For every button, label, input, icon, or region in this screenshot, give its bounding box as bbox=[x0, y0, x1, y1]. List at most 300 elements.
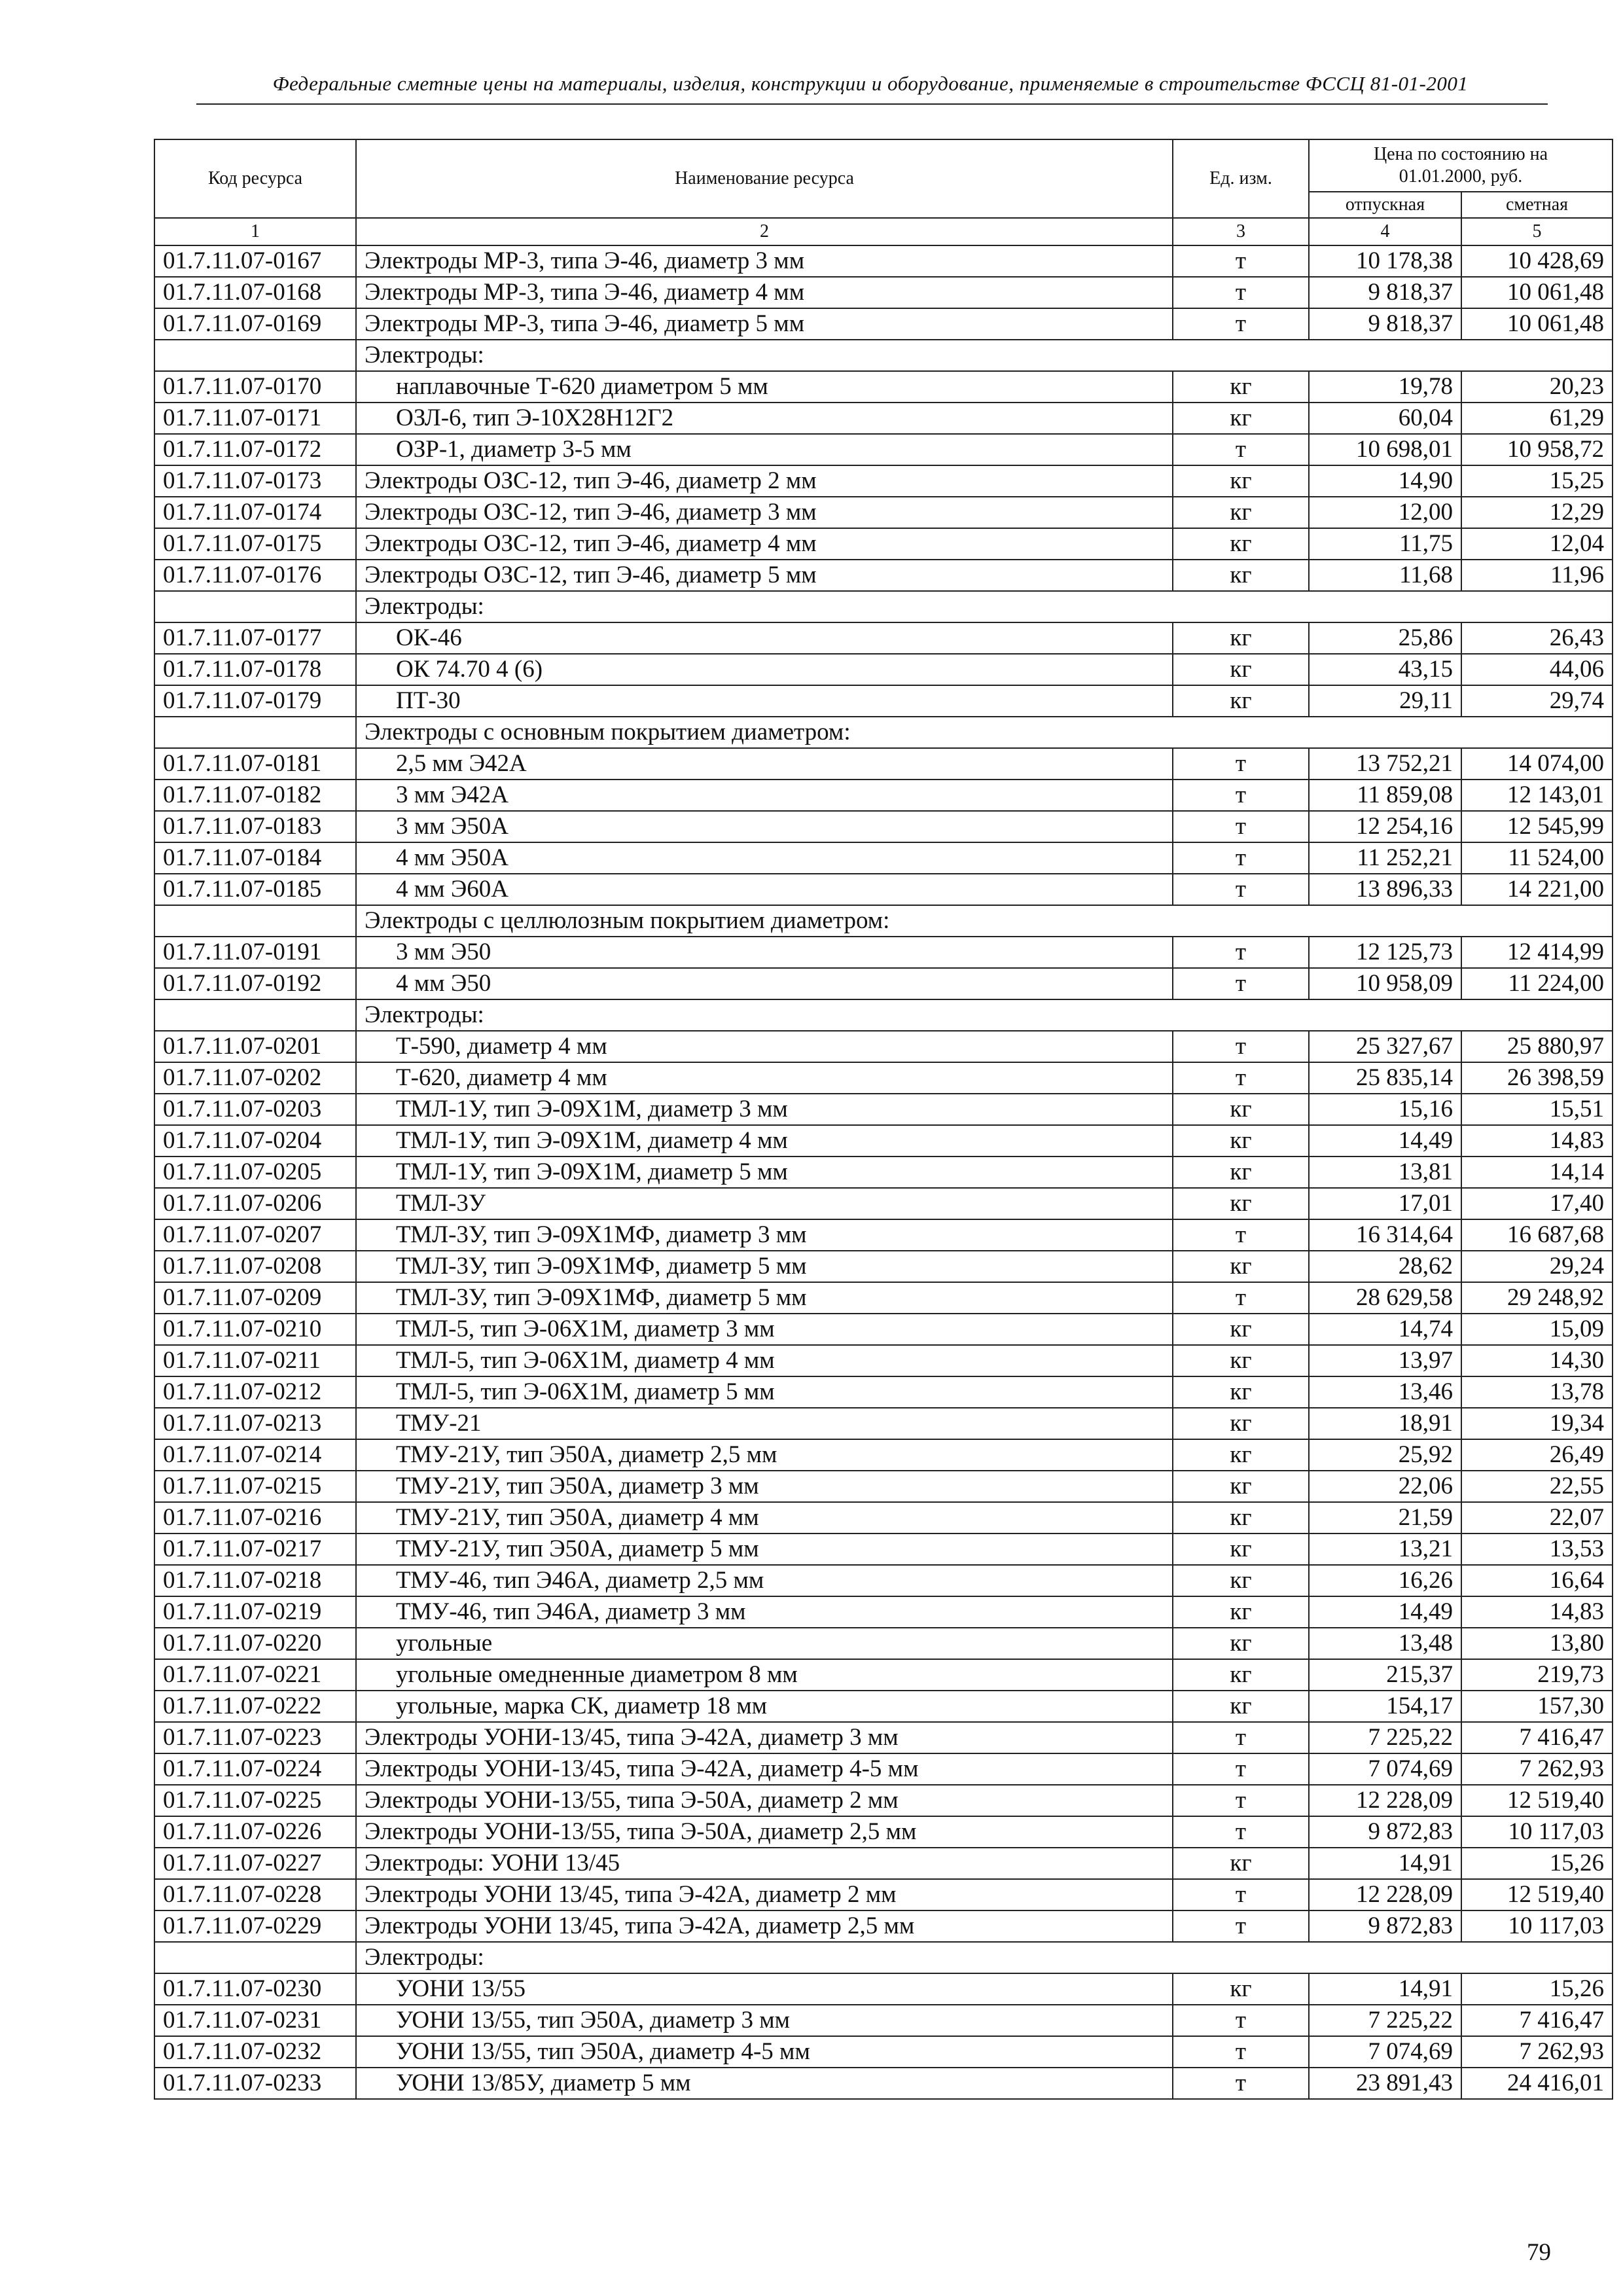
unit-cell: кг bbox=[1173, 465, 1309, 497]
unit-cell: т bbox=[1173, 968, 1309, 999]
group-title: Электроды: bbox=[356, 1942, 1613, 1973]
resource-name-cell: ПТ-30 bbox=[356, 685, 1173, 717]
estimate-price-cell: 12 545,99 bbox=[1461, 811, 1613, 842]
release-price-cell: 17,01 bbox=[1309, 1188, 1461, 1219]
resource-code-cell: 01.7.11.07-0204 bbox=[154, 1125, 356, 1157]
release-price-cell: 215,37 bbox=[1309, 1659, 1461, 1691]
resource-name-cell: 3 мм Э50А bbox=[356, 811, 1173, 842]
resource-code-cell: 01.7.11.07-0179 bbox=[154, 685, 356, 717]
table-row bbox=[154, 748, 1613, 780]
group-empty-cell bbox=[154, 905, 356, 937]
resource-name-cell: Электроды УОНИ-13/45, типа Э-42А, диаметр 4-5 мм bbox=[356, 1753, 1173, 1785]
table-row bbox=[154, 685, 1613, 717]
unit-cell: кг bbox=[1173, 1314, 1309, 1345]
resource-code-cell: 01.7.11.07-0171 bbox=[154, 403, 356, 434]
unit-cell: кг bbox=[1173, 1376, 1309, 1408]
table-row bbox=[154, 1439, 1613, 1471]
table-row bbox=[154, 371, 1613, 403]
resource-code-cell: 01.7.11.07-0222 bbox=[154, 1691, 356, 1722]
resource-code-cell: 01.7.11.07-0223 bbox=[154, 1722, 356, 1753]
estimate-price-cell: 29,24 bbox=[1461, 1251, 1613, 1282]
release-price-cell: 16,26 bbox=[1309, 1565, 1461, 1596]
release-price-cell: 22,06 bbox=[1309, 1471, 1461, 1502]
resource-code-cell: 01.7.11.07-0219 bbox=[154, 1596, 356, 1628]
resource-name-cell: 4 мм Э50 bbox=[356, 968, 1173, 999]
release-price-cell: 12 228,09 bbox=[1309, 1879, 1461, 1910]
col-header-code: Код ресурса bbox=[154, 139, 356, 218]
group-empty-cell bbox=[154, 999, 356, 1031]
table-row bbox=[154, 937, 1613, 968]
estimate-price-cell: 11 224,00 bbox=[1461, 968, 1613, 999]
release-price-cell: 12,00 bbox=[1309, 497, 1461, 528]
resource-name-cell: ТМУ-46, тип Э46А, диаметр 3 мм bbox=[356, 1596, 1173, 1628]
estimate-price-cell: 12 143,01 bbox=[1461, 780, 1613, 811]
resource-name-cell: ТМЛ-1У, тип Э-09Х1М, диаметр 4 мм bbox=[356, 1125, 1173, 1157]
group-empty-cell bbox=[154, 340, 356, 371]
col-header-name: Наименование ресурса bbox=[356, 139, 1173, 218]
resource-code-cell: 01.7.11.07-0205 bbox=[154, 1157, 356, 1188]
resource-name-cell: ТМЛ-5, тип Э-06Х1М, диаметр 5 мм bbox=[356, 1376, 1173, 1408]
release-price-cell: 12 254,16 bbox=[1309, 811, 1461, 842]
unit-cell: т bbox=[1173, 1282, 1309, 1314]
estimate-price-cell: 29,74 bbox=[1461, 685, 1613, 717]
resource-name-cell: Электроды ОЗС-12, тип Э-46, диаметр 2 мм bbox=[356, 465, 1173, 497]
resource-code-cell: 01.7.11.07-0217 bbox=[154, 1534, 356, 1565]
release-price-cell: 9 872,83 bbox=[1309, 1910, 1461, 1942]
table-row bbox=[154, 2005, 1613, 2036]
release-price-cell: 16 314,64 bbox=[1309, 1219, 1461, 1251]
resource-name-cell: Электроды УОНИ-13/45, типа Э-42А, диаметр 3 мм bbox=[356, 1722, 1173, 1753]
col-header-release: отпускная bbox=[1309, 192, 1461, 218]
group-empty-cell bbox=[154, 717, 356, 748]
unit-cell: кг bbox=[1173, 1848, 1309, 1879]
resource-code-cell: 01.7.11.07-0203 bbox=[154, 1094, 356, 1125]
estimate-price-cell: 15,09 bbox=[1461, 1314, 1613, 1345]
unit-cell: т bbox=[1173, 1910, 1309, 1942]
estimate-price-cell: 11,96 bbox=[1461, 560, 1613, 591]
estimate-price-cell: 15,26 bbox=[1461, 1848, 1613, 1879]
resource-name-cell: Электроды УОНИ 13/45, типа Э-42А, диаметр 2,5 мм bbox=[356, 1910, 1173, 1942]
table-row bbox=[154, 1188, 1613, 1219]
resource-code-cell: 01.7.11.07-0182 bbox=[154, 780, 356, 811]
unit-cell: т bbox=[1173, 308, 1309, 340]
table-row bbox=[154, 1879, 1613, 1910]
col-number-3: 3 bbox=[1173, 218, 1309, 245]
estimate-price-cell: 14,14 bbox=[1461, 1157, 1613, 1188]
resource-name-cell: ТМЛ-5, тип Э-06Х1М, диаметр 4 мм bbox=[356, 1345, 1173, 1376]
resource-code-cell: 01.7.11.07-0213 bbox=[154, 1408, 356, 1439]
estimate-price-cell: 16 687,68 bbox=[1461, 1219, 1613, 1251]
resource-code-cell: 01.7.11.07-0228 bbox=[154, 1879, 356, 1910]
resource-code-cell: 01.7.11.07-0215 bbox=[154, 1471, 356, 1502]
group-title: Электроды: bbox=[356, 591, 1613, 622]
estimate-price-cell: 14,83 bbox=[1461, 1596, 1613, 1628]
table-row bbox=[154, 1596, 1613, 1628]
release-price-cell: 19,78 bbox=[1309, 371, 1461, 403]
table-row bbox=[154, 245, 1613, 277]
resource-name-cell: ТМУ-21 bbox=[356, 1408, 1173, 1439]
unit-cell: т bbox=[1173, 1753, 1309, 1785]
resource-name-cell: Электроды МР-3, типа Э-46, диаметр 3 мм bbox=[356, 245, 1173, 277]
release-price-cell: 60,04 bbox=[1309, 403, 1461, 434]
resource-code-cell: 01.7.11.07-0216 bbox=[154, 1502, 356, 1534]
resource-name-cell: ТМЛ-3У, тип Э-09Х1МФ, диаметр 5 мм bbox=[356, 1251, 1173, 1282]
unit-cell: кг bbox=[1173, 1691, 1309, 1722]
estimate-price-cell: 19,34 bbox=[1461, 1408, 1613, 1439]
unit-cell: т bbox=[1173, 1062, 1309, 1094]
estimate-price-cell: 219,73 bbox=[1461, 1659, 1613, 1691]
resource-code-cell: 01.7.11.07-0183 bbox=[154, 811, 356, 842]
unit-cell: кг bbox=[1173, 1502, 1309, 1534]
resource-code-cell: 01.7.11.07-0201 bbox=[154, 1031, 356, 1062]
group-title: Электроды: bbox=[356, 340, 1613, 371]
resource-code-cell: 01.7.11.07-0169 bbox=[154, 308, 356, 340]
unit-cell: т bbox=[1173, 811, 1309, 842]
table-row bbox=[154, 1314, 1613, 1345]
estimate-price-cell: 17,40 bbox=[1461, 1188, 1613, 1219]
release-price-cell: 11 252,21 bbox=[1309, 842, 1461, 874]
estimate-price-cell: 7 262,93 bbox=[1461, 2036, 1613, 2068]
resource-name-cell: ТМЛ-3У bbox=[356, 1188, 1173, 1219]
resource-name-cell: Электроды МР-3, типа Э-46, диаметр 4 мм bbox=[356, 277, 1173, 308]
estimate-price-cell: 14 221,00 bbox=[1461, 874, 1613, 905]
resource-name-cell: УОНИ 13/55 bbox=[356, 1973, 1173, 2005]
table-row bbox=[154, 1910, 1613, 1942]
resource-code-cell: 01.7.11.07-0224 bbox=[154, 1753, 356, 1785]
table-row bbox=[154, 1691, 1613, 1722]
resource-code-cell: 01.7.11.07-0170 bbox=[154, 371, 356, 403]
resource-code-cell: 01.7.11.07-0232 bbox=[154, 2036, 356, 2068]
estimate-price-cell: 12 519,40 bbox=[1461, 1879, 1613, 1910]
unit-cell: кг bbox=[1173, 1408, 1309, 1439]
unit-cell: т bbox=[1173, 2036, 1309, 2068]
resource-code-cell: 01.7.11.07-0210 bbox=[154, 1314, 356, 1345]
unit-cell: кг bbox=[1173, 622, 1309, 654]
table-group-row bbox=[154, 340, 1613, 371]
table-row bbox=[154, 1534, 1613, 1565]
release-price-cell: 13,97 bbox=[1309, 1345, 1461, 1376]
unit-cell: кг bbox=[1173, 1157, 1309, 1188]
col-number-4: 4 bbox=[1309, 218, 1461, 245]
resource-name-cell: угольные омедненные диаметром 8 мм bbox=[356, 1659, 1173, 1691]
estimate-price-cell: 26,43 bbox=[1461, 622, 1613, 654]
estimate-price-cell: 13,53 bbox=[1461, 1534, 1613, 1565]
group-empty-cell bbox=[154, 591, 356, 622]
table-row bbox=[154, 1816, 1613, 1848]
unit-cell: т bbox=[1173, 1031, 1309, 1062]
estimate-price-cell: 26,49 bbox=[1461, 1439, 1613, 1471]
table-group-row bbox=[154, 999, 1613, 1031]
table-row bbox=[154, 1848, 1613, 1879]
resource-name-cell: Электроды ОЗС-12, тип Э-46, диаметр 5 мм bbox=[356, 560, 1173, 591]
resource-name-cell: угольные bbox=[356, 1628, 1173, 1659]
resource-code-cell: 01.7.11.07-0214 bbox=[154, 1439, 356, 1471]
estimate-price-cell: 14,83 bbox=[1461, 1125, 1613, 1157]
estimate-price-cell: 15,25 bbox=[1461, 465, 1613, 497]
release-price-cell: 7 074,69 bbox=[1309, 1753, 1461, 1785]
resource-name-cell: ОК-46 bbox=[356, 622, 1173, 654]
estimate-price-cell: 10 428,69 bbox=[1461, 245, 1613, 277]
resource-name-cell: Т-590, диаметр 4 мм bbox=[356, 1031, 1173, 1062]
resource-code-cell: 01.7.11.07-0231 bbox=[154, 2005, 356, 2036]
table-group-row bbox=[154, 717, 1613, 748]
resource-code-cell: 01.7.11.07-0208 bbox=[154, 1251, 356, 1282]
release-price-cell: 43,15 bbox=[1309, 654, 1461, 685]
price-table-body bbox=[154, 245, 1613, 2099]
table-row bbox=[154, 528, 1613, 560]
estimate-price-cell: 16,64 bbox=[1461, 1565, 1613, 1596]
resource-code-cell: 01.7.11.07-0184 bbox=[154, 842, 356, 874]
resource-code-cell: 01.7.11.07-0218 bbox=[154, 1565, 356, 1596]
estimate-price-cell: 7 416,47 bbox=[1461, 2005, 1613, 2036]
release-price-cell: 12 125,73 bbox=[1309, 937, 1461, 968]
resource-code-cell: 01.7.11.07-0221 bbox=[154, 1659, 356, 1691]
resource-name-cell: ОК 74.70 4 (6) bbox=[356, 654, 1173, 685]
resource-name-cell: ТМЛ-1У, тип Э-09Х1М, диаметр 5 мм bbox=[356, 1157, 1173, 1188]
release-price-cell: 9 818,37 bbox=[1309, 308, 1461, 340]
col-header-unit: Ед. изм. bbox=[1173, 139, 1309, 218]
estimate-price-cell: 13,80 bbox=[1461, 1628, 1613, 1659]
release-price-cell: 29,11 bbox=[1309, 685, 1461, 717]
table-row bbox=[154, 560, 1613, 591]
unit-cell: кг bbox=[1173, 685, 1309, 717]
table-row bbox=[154, 1062, 1613, 1094]
resource-code-cell: 01.7.11.07-0211 bbox=[154, 1345, 356, 1376]
estimate-price-cell: 7 416,47 bbox=[1461, 1722, 1613, 1753]
release-price-cell: 23 891,43 bbox=[1309, 2068, 1461, 2099]
estimate-price-cell: 12 519,40 bbox=[1461, 1785, 1613, 1816]
resource-code-cell: 01.7.11.07-0181 bbox=[154, 748, 356, 780]
resource-name-cell: 3 мм Э42А bbox=[356, 780, 1173, 811]
estimate-price-cell: 7 262,93 bbox=[1461, 1753, 1613, 1785]
resource-code-cell: 01.7.11.07-0207 bbox=[154, 1219, 356, 1251]
estimate-price-cell: 14 074,00 bbox=[1461, 748, 1613, 780]
estimate-price-cell: 26 398,59 bbox=[1461, 1062, 1613, 1094]
release-price-cell: 13 752,21 bbox=[1309, 748, 1461, 780]
resource-name-cell: наплавочные Т-620 диаметром 5 мм bbox=[356, 371, 1173, 403]
release-price-cell: 11,68 bbox=[1309, 560, 1461, 591]
col-header-estimate: сметная bbox=[1461, 192, 1613, 218]
estimate-price-cell: 157,30 bbox=[1461, 1691, 1613, 1722]
release-price-cell: 18,91 bbox=[1309, 1408, 1461, 1439]
estimate-price-cell: 10 117,03 bbox=[1461, 1910, 1613, 1942]
unit-cell: кг bbox=[1173, 1534, 1309, 1565]
table-row bbox=[154, 1125, 1613, 1157]
estimate-price-cell: 15,51 bbox=[1461, 1094, 1613, 1125]
table-group-row bbox=[154, 591, 1613, 622]
estimate-price-cell: 10 117,03 bbox=[1461, 1816, 1613, 1848]
table-row bbox=[154, 277, 1613, 308]
table-row bbox=[154, 497, 1613, 528]
estimate-price-cell: 61,29 bbox=[1461, 403, 1613, 434]
estimate-price-cell: 15,26 bbox=[1461, 1973, 1613, 2005]
resource-name-cell: Электроды ОЗС-12, тип Э-46, диаметр 3 мм bbox=[356, 497, 1173, 528]
table-row bbox=[154, 654, 1613, 685]
col-header-price-group: Цена по состоянию на 01.01.2000, руб. bbox=[1309, 139, 1613, 192]
table-row bbox=[154, 1345, 1613, 1376]
release-price-cell: 25,86 bbox=[1309, 622, 1461, 654]
resource-code-cell: 01.7.11.07-0233 bbox=[154, 2068, 356, 2099]
table-row bbox=[154, 1376, 1613, 1408]
resource-name-cell: Электроды ОЗС-12, тип Э-46, диаметр 4 мм bbox=[356, 528, 1173, 560]
unit-cell: кг bbox=[1173, 497, 1309, 528]
resource-name-cell: 4 мм Э50А bbox=[356, 842, 1173, 874]
table-row bbox=[154, 811, 1613, 842]
resource-code-cell: 01.7.11.07-0174 bbox=[154, 497, 356, 528]
table-row bbox=[154, 434, 1613, 465]
table-row bbox=[154, 842, 1613, 874]
estimate-price-cell: 22,07 bbox=[1461, 1502, 1613, 1534]
table-row bbox=[154, 465, 1613, 497]
table-row bbox=[154, 308, 1613, 340]
table-row bbox=[154, 622, 1613, 654]
unit-cell: кг bbox=[1173, 1565, 1309, 1596]
page-header-title: Федеральные сметные цены на материалы, изделия, конструкции и оборудование, применяемые в строительстве ФССЦ 81-01-2001 bbox=[272, 72, 1469, 95]
table-row bbox=[154, 874, 1613, 905]
group-empty-cell bbox=[154, 1942, 356, 1973]
estimate-price-cell: 24 416,01 bbox=[1461, 2068, 1613, 2099]
estimate-price-cell: 12 414,99 bbox=[1461, 937, 1613, 968]
unit-cell: кг bbox=[1173, 1345, 1309, 1376]
release-price-cell: 15,16 bbox=[1309, 1094, 1461, 1125]
table-row bbox=[154, 1785, 1613, 1816]
release-price-cell: 25,92 bbox=[1309, 1439, 1461, 1471]
release-price-cell: 21,59 bbox=[1309, 1502, 1461, 1534]
resource-name-cell: ТМЛ-1У, тип Э-09Х1М, диаметр 3 мм bbox=[356, 1094, 1173, 1125]
resource-name-cell: ТМЛ-5, тип Э-06Х1М, диаметр 3 мм bbox=[356, 1314, 1173, 1345]
table-row bbox=[154, 1565, 1613, 1596]
table-row bbox=[154, 1157, 1613, 1188]
unit-cell: т bbox=[1173, 1219, 1309, 1251]
table-row bbox=[154, 1219, 1613, 1251]
release-price-cell: 7 225,22 bbox=[1309, 2005, 1461, 2036]
release-price-cell: 9 872,83 bbox=[1309, 1816, 1461, 1848]
unit-cell: т bbox=[1173, 937, 1309, 968]
release-price-cell: 14,90 bbox=[1309, 465, 1461, 497]
unit-cell: кг bbox=[1173, 1471, 1309, 1502]
unit-cell: т bbox=[1173, 2005, 1309, 2036]
estimate-price-cell: 22,55 bbox=[1461, 1471, 1613, 1502]
col-number-1: 1 bbox=[154, 218, 356, 245]
release-price-cell: 25 835,14 bbox=[1309, 1062, 1461, 1094]
release-price-cell: 14,74 bbox=[1309, 1314, 1461, 1345]
release-price-cell: 25 327,67 bbox=[1309, 1031, 1461, 1062]
table-row bbox=[154, 968, 1613, 999]
table-group-row bbox=[154, 905, 1613, 937]
release-price-cell: 13,21 bbox=[1309, 1534, 1461, 1565]
unit-cell: кг bbox=[1173, 1125, 1309, 1157]
unit-cell: т bbox=[1173, 245, 1309, 277]
resource-code-cell: 01.7.11.07-0206 bbox=[154, 1188, 356, 1219]
estimate-price-cell: 44,06 bbox=[1461, 654, 1613, 685]
resource-name-cell: УОНИ 13/55, тип Э50А, диаметр 3 мм bbox=[356, 2005, 1173, 2036]
table-row bbox=[154, 2068, 1613, 2099]
table-row bbox=[154, 1031, 1613, 1062]
resource-name-cell: Электроды УОНИ-13/55, типа Э-50А, диаметр 2 мм bbox=[356, 1785, 1173, 1816]
unit-cell: кг bbox=[1173, 371, 1309, 403]
resource-code-cell: 01.7.11.07-0178 bbox=[154, 654, 356, 685]
resource-code-cell: 01.7.11.07-0227 bbox=[154, 1848, 356, 1879]
table-row bbox=[154, 1282, 1613, 1314]
resource-code-cell: 01.7.11.07-0202 bbox=[154, 1062, 356, 1094]
release-price-cell: 154,17 bbox=[1309, 1691, 1461, 1722]
estimate-price-cell: 25 880,97 bbox=[1461, 1031, 1613, 1062]
release-price-cell: 13,48 bbox=[1309, 1628, 1461, 1659]
resource-name-cell: Т-620, диаметр 4 мм bbox=[356, 1062, 1173, 1094]
resource-code-cell: 01.7.11.07-0167 bbox=[154, 245, 356, 277]
release-price-cell: 7 225,22 bbox=[1309, 1722, 1461, 1753]
resource-name-cell: Электроды МР-3, типа Э-46, диаметр 5 мм bbox=[356, 308, 1173, 340]
release-price-cell: 13,81 bbox=[1309, 1157, 1461, 1188]
col-number-5: 5 bbox=[1461, 218, 1613, 245]
table-row bbox=[154, 1094, 1613, 1125]
estimate-price-cell: 20,23 bbox=[1461, 371, 1613, 403]
resource-code-cell: 01.7.11.07-0230 bbox=[154, 1973, 356, 2005]
unit-cell: т bbox=[1173, 277, 1309, 308]
table-row bbox=[154, 403, 1613, 434]
release-price-cell: 28,62 bbox=[1309, 1251, 1461, 1282]
resource-name-cell: 3 мм Э50 bbox=[356, 937, 1173, 968]
unit-cell: т bbox=[1173, 434, 1309, 465]
resource-name-cell: УОНИ 13/55, тип Э50А, диаметр 4-5 мм bbox=[356, 2036, 1173, 2068]
resource-name-cell: ТМЛ-3У, тип Э-09Х1МФ, диаметр 3 мм bbox=[356, 1219, 1173, 1251]
release-price-cell: 10 698,01 bbox=[1309, 434, 1461, 465]
release-price-cell: 10 958,09 bbox=[1309, 968, 1461, 999]
resource-code-cell: 01.7.11.07-0226 bbox=[154, 1816, 356, 1848]
resource-name-cell: ТМУ-21У, тип Э50А, диаметр 2,5 мм bbox=[356, 1439, 1173, 1471]
estimate-price-cell: 13,78 bbox=[1461, 1376, 1613, 1408]
price-table bbox=[154, 139, 1613, 2100]
table-group-row bbox=[154, 1942, 1613, 1973]
release-price-cell: 14,49 bbox=[1309, 1125, 1461, 1157]
price-table-header bbox=[154, 139, 1613, 245]
resource-name-cell: Электроды УОНИ 13/45, типа Э-42А, диаметр 2 мм bbox=[356, 1879, 1173, 1910]
estimate-price-cell: 10 061,48 bbox=[1461, 277, 1613, 308]
resource-code-cell: 01.7.11.07-0209 bbox=[154, 1282, 356, 1314]
unit-cell: т bbox=[1173, 1816, 1309, 1848]
release-price-cell: 11 859,08 bbox=[1309, 780, 1461, 811]
release-price-cell: 13 896,33 bbox=[1309, 874, 1461, 905]
table-row bbox=[154, 2036, 1613, 2068]
table-row bbox=[154, 1628, 1613, 1659]
unit-cell: кг bbox=[1173, 1973, 1309, 2005]
unit-cell: т bbox=[1173, 1879, 1309, 1910]
group-title: Электроды с основным покрытием диаметром: bbox=[356, 717, 1613, 748]
estimate-price-cell: 14,30 bbox=[1461, 1345, 1613, 1376]
resource-code-cell: 01.7.11.07-0175 bbox=[154, 528, 356, 560]
unit-cell: кг bbox=[1173, 560, 1309, 591]
resource-name-cell: ТМУ-46, тип Э46А, диаметр 2,5 мм bbox=[356, 1565, 1173, 1596]
table-row bbox=[154, 1973, 1613, 2005]
estimate-price-cell: 10 958,72 bbox=[1461, 434, 1613, 465]
resource-code-cell: 01.7.11.07-0172 bbox=[154, 434, 356, 465]
unit-cell: т bbox=[1173, 1722, 1309, 1753]
release-price-cell: 10 178,38 bbox=[1309, 245, 1461, 277]
group-title: Электроды с целлюлозным покрытием диаметром: bbox=[356, 905, 1613, 937]
resource-code-cell: 01.7.11.07-0173 bbox=[154, 465, 356, 497]
estimate-price-cell: 12,29 bbox=[1461, 497, 1613, 528]
resource-code-cell: 01.7.11.07-0229 bbox=[154, 1910, 356, 1942]
col-number-2: 2 bbox=[356, 218, 1173, 245]
release-price-cell: 14,49 bbox=[1309, 1596, 1461, 1628]
resource-code-cell: 01.7.11.07-0168 bbox=[154, 277, 356, 308]
release-price-cell: 7 074,69 bbox=[1309, 2036, 1461, 2068]
resource-name-cell: ОЗЛ-6, тип Э-10Х28Н12Г2 bbox=[356, 403, 1173, 434]
unit-cell: т bbox=[1173, 748, 1309, 780]
table-row bbox=[154, 1659, 1613, 1691]
page-number: 79 bbox=[1527, 2239, 1551, 2266]
resource-code-cell: 01.7.11.07-0191 bbox=[154, 937, 356, 968]
